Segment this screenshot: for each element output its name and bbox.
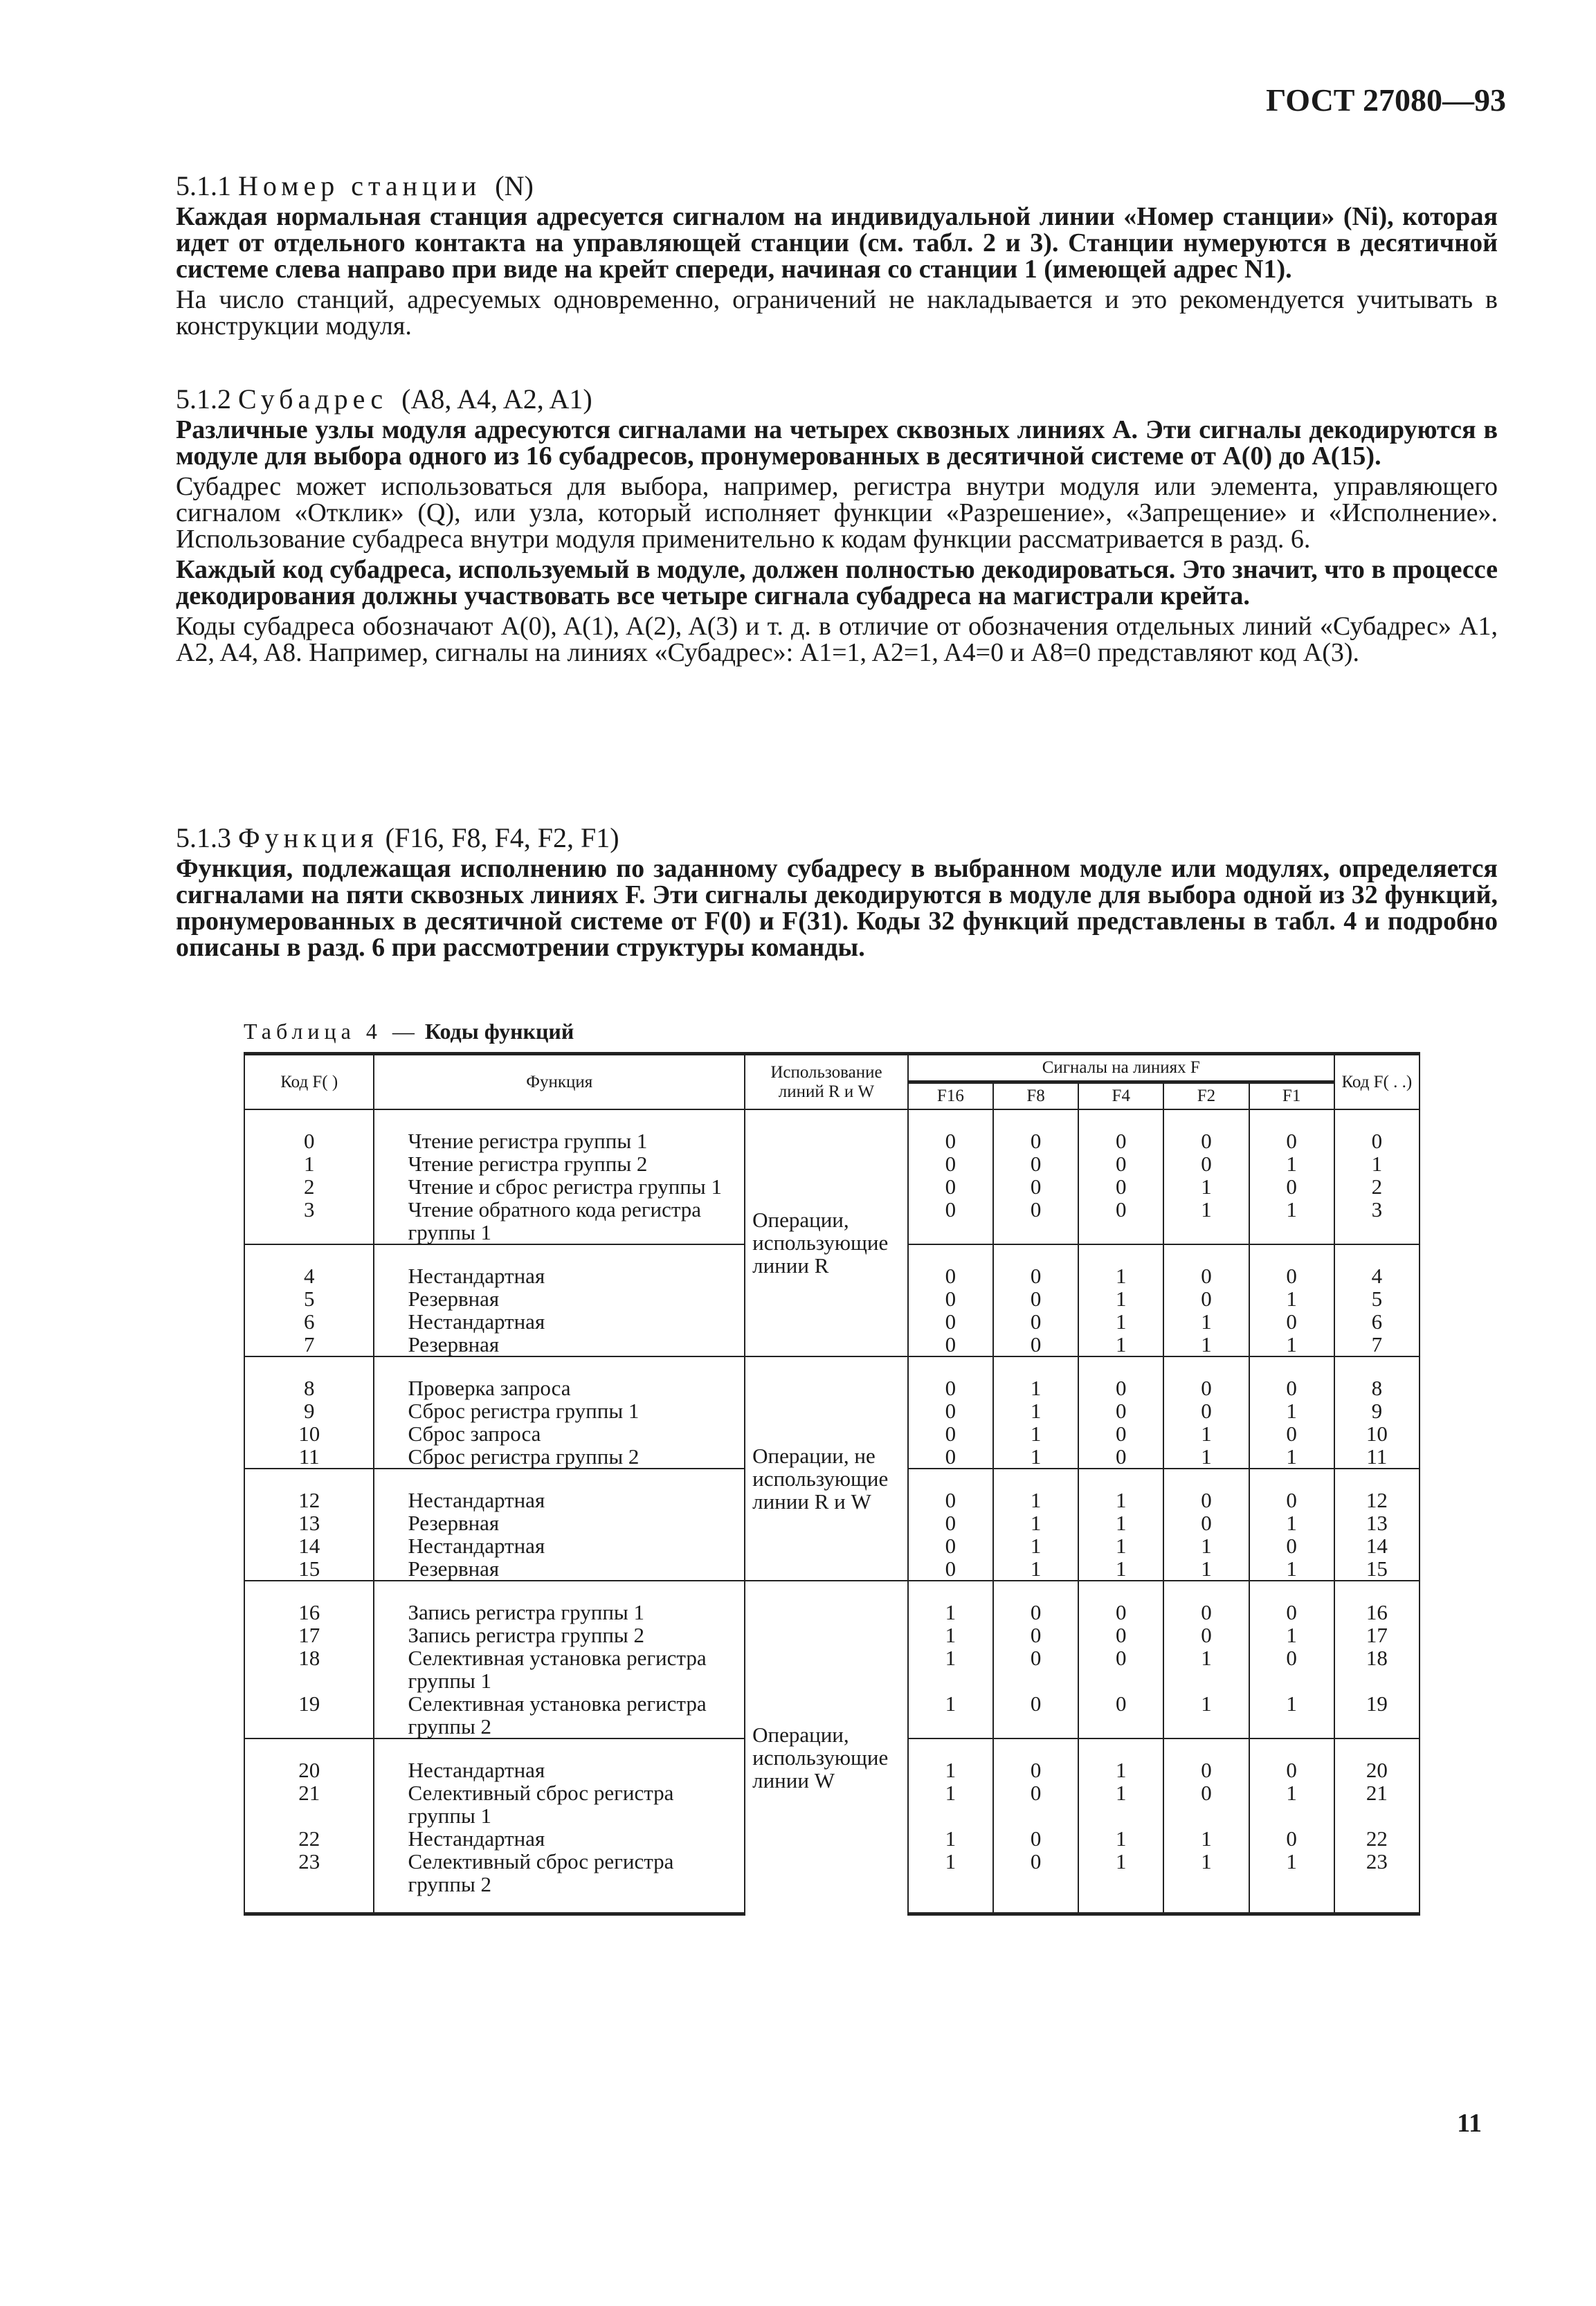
cell-f1: 0 (1249, 1109, 1334, 1152)
cell-f4: 1 (1078, 1310, 1163, 1333)
cell-code: 17 (244, 1624, 374, 1646)
cell-f1: 0 (1249, 1356, 1334, 1399)
cell-code-right: 18 (1334, 1646, 1420, 1692)
cell-f1: 0 (1249, 1738, 1334, 1781)
cell-code: 15 (244, 1557, 374, 1581)
header-f4: F4 (1078, 1082, 1163, 1110)
cell-f8: 1 (993, 1422, 1078, 1445)
cell-f2: 0 (1163, 1244, 1249, 1287)
cell-f1: 0 (1249, 1827, 1334, 1850)
cell-function: Сброс запроса (374, 1422, 745, 1445)
section-5-1-3 (176, 822, 1498, 965)
cell-f8: 0 (993, 1624, 1078, 1646)
cell-f4: 0 (1078, 1198, 1163, 1244)
cell-code-right: 5 (1334, 1287, 1420, 1310)
table-caption-prefix: Таблица 4 — (244, 1019, 419, 1044)
section-5-1-2 (176, 383, 1498, 670)
cell-code-right: 12 (1334, 1469, 1420, 1511)
header-f2: F2 (1163, 1082, 1249, 1110)
cell-f2: 1 (1163, 1445, 1249, 1469)
cell-code: 12 (244, 1469, 374, 1511)
cell-f16: 0 (908, 1152, 993, 1175)
cell-code-right: 14 (1334, 1534, 1420, 1557)
cell-f1: 0 (1249, 1310, 1334, 1333)
cell-f1: 0 (1249, 1175, 1334, 1198)
cell-f4: 1 (1078, 1781, 1163, 1827)
cell-f4: 0 (1078, 1356, 1163, 1399)
cell-function: Нестандартная (374, 1244, 745, 1287)
cell-f1: 0 (1249, 1469, 1334, 1511)
cell-f2: 0 (1163, 1581, 1249, 1624)
cell-f8: 0 (993, 1152, 1078, 1175)
cell-f16: 0 (908, 1511, 993, 1534)
cell-code: 14 (244, 1534, 374, 1557)
cell-code: 6 (244, 1310, 374, 1333)
cell-f2: 1 (1163, 1333, 1249, 1356)
cell-f2: 1 (1163, 1827, 1249, 1850)
cell-code-right: 11 (1334, 1445, 1420, 1469)
cell-f2: 0 (1163, 1781, 1249, 1827)
paragraph: На число станций, адресуемых одновременно, ограничений не накладывается и это рекомендуется учитывать в конструкции модуля. (176, 285, 1498, 341)
cell-f1: 1 (1249, 1557, 1334, 1581)
cell-f16: 0 (908, 1399, 993, 1422)
cell-f8: 0 (993, 1333, 1078, 1356)
cell-f4: 0 (1078, 1581, 1163, 1624)
cell-f1: 1 (1249, 1511, 1334, 1534)
cell-function: Сброс регистра группы 2 (374, 1445, 745, 1469)
section-suffix: (N) (495, 170, 534, 201)
cell-function: Селективная установка регистра группы 1 (374, 1646, 745, 1692)
cell-f2: 0 (1163, 1152, 1249, 1175)
cell-code: 4 (244, 1244, 374, 1287)
cell-function: Чтение и сброс регистра группы 1 (374, 1175, 745, 1198)
cell-code: 21 (244, 1781, 374, 1827)
header-function: Функция (374, 1054, 745, 1110)
cell-f2: 1 (1163, 1534, 1249, 1557)
cell-f1: 1 (1249, 1445, 1334, 1469)
standard-header: ГОСТ 27080—93 (1266, 82, 1506, 118)
cell-f8: 0 (993, 1781, 1078, 1827)
cell-f8: 0 (993, 1198, 1078, 1244)
cell-code-right: 23 (1334, 1850, 1420, 1914)
cell-function: Чтение обратного кода регистра группы 1 (374, 1198, 745, 1244)
cell-code: 8 (244, 1356, 374, 1399)
cell-code: 5 (244, 1287, 374, 1310)
cell-function: Чтение регистра группы 1 (374, 1109, 745, 1152)
cell-function: Сброс регистра группы 1 (374, 1399, 745, 1422)
cell-code-right: 10 (1334, 1422, 1420, 1445)
cell-f16: 0 (908, 1109, 993, 1152)
header-f16: F16 (908, 1082, 993, 1110)
cell-function: Селективный сброс регистра группы 1 (374, 1781, 745, 1827)
cell-f16: 0 (908, 1557, 993, 1581)
section-title: Номер станции (238, 170, 482, 201)
cell-f1: 1 (1249, 1692, 1334, 1738)
header-code-right: Код F( . .) (1334, 1054, 1420, 1110)
table-caption-title: Коды функций (424, 1019, 574, 1044)
cell-f2: 0 (1163, 1356, 1249, 1399)
section-title: Функция (238, 822, 379, 853)
cell-f16: 0 (908, 1310, 993, 1333)
cell-code: 2 (244, 1175, 374, 1198)
table-row (244, 1356, 1420, 1399)
cell-f8: 0 (993, 1850, 1078, 1914)
cell-f2: 0 (1163, 1469, 1249, 1511)
cell-f1: 0 (1249, 1646, 1334, 1692)
cell-f16: 0 (908, 1175, 993, 1198)
section-suffix: (A8, A4, A2, A1) (401, 383, 592, 415)
cell-f2: 0 (1163, 1511, 1249, 1534)
cell-f4: 0 (1078, 1646, 1163, 1692)
paragraph: Функция, подлежащая исполнению по заданному субадресу в выбранном модуле или модулях, определяется сигналами на пяти сквозных линиях F. Эти сигналы декодируются в модуле для выбора одной из 32 функций, пронумерованных в десятичной системе от F(0) и F(31). Коды 32 функций представлены в табл. 4 и подробно описаны в разд. 6 при рассмотрении структуры команды. (176, 854, 1498, 962)
cell-f2: 1 (1163, 1198, 1249, 1244)
cell-f1: 0 (1249, 1244, 1334, 1287)
header-usage: Использование линий R и W (745, 1054, 908, 1110)
cell-f1: 1 (1249, 1850, 1334, 1914)
cell-f8: 1 (993, 1356, 1078, 1399)
cell-f8: 1 (993, 1399, 1078, 1422)
cell-f2: 1 (1163, 1310, 1249, 1333)
header-f1: F1 (1249, 1082, 1334, 1110)
cell-function: Резервная (374, 1557, 745, 1581)
cell-f8: 0 (993, 1738, 1078, 1781)
cell-f16: 0 (908, 1244, 993, 1287)
cell-f16: 1 (908, 1692, 993, 1738)
cell-f16: 0 (908, 1422, 993, 1445)
cell-f16: 1 (908, 1624, 993, 1646)
cell-f16: 1 (908, 1850, 993, 1914)
header-f8: F8 (993, 1082, 1078, 1110)
section-heading (176, 383, 1498, 415)
cell-code: 3 (244, 1198, 374, 1244)
cell-f1: 1 (1249, 1198, 1334, 1244)
cell-usage: Операции, не использующие линии R и W (745, 1356, 908, 1581)
cell-f2: 1 (1163, 1646, 1249, 1692)
cell-code-right: 20 (1334, 1738, 1420, 1781)
cell-code-right: 3 (1334, 1198, 1420, 1244)
cell-function: Проверка запроса (374, 1356, 745, 1399)
cell-code: 22 (244, 1827, 374, 1850)
paragraph: Каждая нормальная станция адресуется сигналом на индивидуальной линии «Номер станции» (Ni), которая идет от отдельного контакта на управляющей станции (см. табл. 2 и 3). Станции нумеруются в десятичной системе слева направо при виде на крейт спереди, начиная со станции 1 (имеющей адрес N1). (176, 202, 1498, 284)
paragraph: Каждый код субадреса, используемый в модуле, должен полностью декодироваться. Это значит, что в процессе декодирования должны участвовать все четыре сигнала субадреса на магистрали крейта. (176, 555, 1498, 610)
cell-code-right: 6 (1334, 1310, 1420, 1333)
cell-f8: 0 (993, 1827, 1078, 1850)
function-codes-table (244, 1052, 1420, 2062)
cell-f16: 1 (908, 1827, 993, 1850)
cell-f2: 0 (1163, 1738, 1249, 1781)
cell-code: 18 (244, 1646, 374, 1692)
cell-f2: 1 (1163, 1692, 1249, 1738)
cell-code-right: 4 (1334, 1244, 1420, 1287)
cell-code-right: 0 (1334, 1109, 1420, 1152)
cell-f4: 1 (1078, 1244, 1163, 1287)
cell-f4: 0 (1078, 1399, 1163, 1422)
cell-code-right: 19 (1334, 1692, 1420, 1738)
cell-f1: 1 (1249, 1624, 1334, 1646)
cell-f8: 1 (993, 1557, 1078, 1581)
cell-f8: 0 (993, 1109, 1078, 1152)
cell-usage: Операции, использующие линии W (745, 1581, 908, 1914)
cell-f4: 0 (1078, 1692, 1163, 1738)
cell-function: Селективная установка регистра группы 2 (374, 1692, 745, 1738)
cell-code: 13 (244, 1511, 374, 1534)
header-signals: Сигналы на линиях F (908, 1054, 1334, 1082)
cell-f1: 0 (1249, 1422, 1334, 1445)
cell-f8: 1 (993, 1511, 1078, 1534)
page-number: 11 (1457, 2109, 1482, 2138)
cell-f4: 0 (1078, 1109, 1163, 1152)
cell-f1: 1 (1249, 1333, 1334, 1356)
cell-f4: 1 (1078, 1511, 1163, 1534)
cell-function: Резервная (374, 1333, 745, 1356)
cell-function: Нестандартная (374, 1827, 745, 1850)
cell-code-right: 21 (1334, 1781, 1420, 1827)
table-grid (244, 1052, 1420, 1916)
cell-f1: 1 (1249, 1152, 1334, 1175)
cell-code-right: 2 (1334, 1175, 1420, 1198)
cell-f16: 0 (908, 1469, 993, 1511)
cell-function: Нестандартная (374, 1534, 745, 1557)
section-number: 5.1.2 (176, 383, 231, 415)
cell-code: 19 (244, 1692, 374, 1738)
cell-f8: 0 (993, 1581, 1078, 1624)
cell-f4: 0 (1078, 1422, 1163, 1445)
cell-code-right: 15 (1334, 1557, 1420, 1581)
cell-code: 1 (244, 1152, 374, 1175)
cell-f1: 0 (1249, 1581, 1334, 1624)
cell-code-right: 8 (1334, 1356, 1420, 1399)
paragraph: Коды субадреса обозначают A(0), A(1), A(2), A(3) и т. д. в отличие от обозначения отдельных линий «Субадрес» A1, A2, A4, A8. Например, сигналы на линиях «Субадрес»: A1=1, A2=1, A4=0 и A8=0 представляют код A(3). (176, 612, 1498, 667)
cell-f2: 0 (1163, 1624, 1249, 1646)
cell-function: Нестандартная (374, 1738, 745, 1781)
cell-code: 9 (244, 1399, 374, 1422)
section-suffix: (F16, F8, F4, F2, F1) (385, 822, 619, 853)
section-number: 5.1.1 (176, 170, 231, 201)
cell-f16: 0 (908, 1287, 993, 1310)
cell-function: Селективный сброс регистра группы 2 (374, 1850, 745, 1914)
cell-f4: 1 (1078, 1287, 1163, 1310)
paragraph: Различные узлы модуля адресуются сигналами на четырех сквозных линиях А. Эти сигналы декодируются в модуле для выбора одного из 16 субадресов, пронумерованных в десятичной системе от A(0) до A(15). (176, 415, 1498, 471)
cell-function: Резервная (374, 1287, 745, 1310)
cell-function: Нестандартная (374, 1310, 745, 1333)
cell-function: Нестандартная (374, 1469, 745, 1511)
section-title: Субадрес (238, 383, 388, 415)
cell-f4: 1 (1078, 1850, 1163, 1914)
cell-code: 20 (244, 1738, 374, 1781)
cell-function: Чтение регистра группы 2 (374, 1152, 745, 1175)
cell-f2: 1 (1163, 1422, 1249, 1445)
cell-code: 23 (244, 1850, 374, 1914)
cell-code-right: 9 (1334, 1399, 1420, 1422)
cell-f16: 0 (908, 1445, 993, 1469)
cell-f4: 1 (1078, 1557, 1163, 1581)
cell-f16: 0 (908, 1534, 993, 1557)
cell-code: 11 (244, 1445, 374, 1469)
cell-f16: 1 (908, 1646, 993, 1692)
section-heading (176, 822, 1498, 853)
table-body (244, 1109, 1420, 1914)
cell-f8: 0 (993, 1646, 1078, 1692)
cell-f4: 1 (1078, 1469, 1163, 1511)
cell-f8: 0 (993, 1244, 1078, 1287)
cell-f1: 1 (1249, 1781, 1334, 1827)
cell-function: Запись регистра группы 1 (374, 1581, 745, 1624)
cell-code-right: 22 (1334, 1827, 1420, 1850)
cell-code: 0 (244, 1109, 374, 1152)
cell-f4: 1 (1078, 1333, 1163, 1356)
cell-f1: 1 (1249, 1287, 1334, 1310)
header-code: Код F( ) (244, 1054, 374, 1110)
table-row (244, 1581, 1420, 1624)
cell-code-right: 17 (1334, 1624, 1420, 1646)
cell-code-right: 13 (1334, 1511, 1420, 1534)
table-caption (244, 1019, 574, 1044)
cell-code-right: 1 (1334, 1152, 1420, 1175)
section-heading (176, 170, 1498, 201)
cell-f16: 1 (908, 1781, 993, 1827)
cell-code-right: 7 (1334, 1333, 1420, 1356)
cell-f16: 0 (908, 1198, 993, 1244)
cell-f4: 0 (1078, 1445, 1163, 1469)
cell-f4: 1 (1078, 1738, 1163, 1781)
cell-code: 7 (244, 1333, 374, 1356)
cell-code: 10 (244, 1422, 374, 1445)
cell-usage: Операции, использующие линии R (745, 1109, 908, 1356)
cell-f4: 0 (1078, 1624, 1163, 1646)
section-number: 5.1.3 (176, 822, 231, 853)
table-row (244, 1109, 1420, 1152)
cell-code: 16 (244, 1581, 374, 1624)
cell-f2: 1 (1163, 1557, 1249, 1581)
section-5-1-1 (176, 170, 1498, 343)
cell-f4: 1 (1078, 1534, 1163, 1557)
cell-f2: 0 (1163, 1287, 1249, 1310)
cell-f4: 1 (1078, 1827, 1163, 1850)
cell-f8: 1 (993, 1469, 1078, 1511)
cell-f16: 0 (908, 1333, 993, 1356)
cell-f2: 0 (1163, 1109, 1249, 1152)
cell-function: Резервная (374, 1511, 745, 1534)
cell-f8: 1 (993, 1445, 1078, 1469)
cell-f8: 0 (993, 1287, 1078, 1310)
cell-function: Запись регистра группы 2 (374, 1624, 745, 1646)
cell-code-right: 16 (1334, 1581, 1420, 1624)
cell-f2: 1 (1163, 1175, 1249, 1198)
cell-f16: 1 (908, 1581, 993, 1624)
cell-f16: 1 (908, 1738, 993, 1781)
cell-f1: 1 (1249, 1399, 1334, 1422)
cell-f8: 0 (993, 1692, 1078, 1738)
cell-f4: 0 (1078, 1152, 1163, 1175)
cell-f8: 1 (993, 1534, 1078, 1557)
paragraph: Субадрес может использоваться для выбора, например, регистра внутри модуля или элемента, управляющего сигналом «Отклик» (Q), или узла, который исполняет функции «Разрешение», «Запрещение» и «Исполнение». Использование субадреса внутри модуля применительно к кодам функции рассматривается в разд. 6. (176, 472, 1498, 554)
cell-f8: 0 (993, 1310, 1078, 1333)
cell-f1: 0 (1249, 1534, 1334, 1557)
cell-f2: 1 (1163, 1850, 1249, 1914)
cell-f2: 0 (1163, 1399, 1249, 1422)
cell-f4: 0 (1078, 1175, 1163, 1198)
cell-f8: 0 (993, 1175, 1078, 1198)
cell-f16: 0 (908, 1356, 993, 1399)
